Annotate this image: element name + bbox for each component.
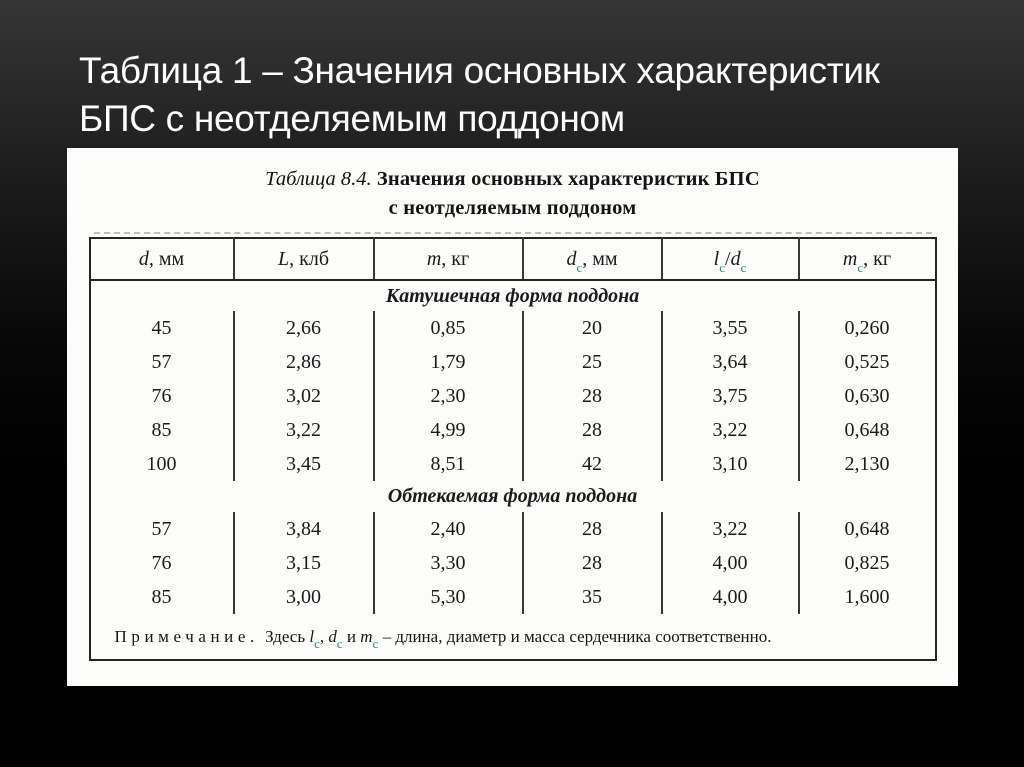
cell: 2,86 <box>234 345 374 379</box>
caption-title-line1: Значения основных характеристик БПС <box>376 168 760 190</box>
cell: 0,648 <box>799 512 936 546</box>
column-header-6: $m_с$, кг <box>799 238 936 280</box>
subscript: с <box>719 259 725 275</box>
cell: 8,51 <box>374 447 523 481</box>
cell: 85 <box>151 418 172 441</box>
cell: 57 <box>151 350 172 373</box>
cell: 1,600 <box>799 580 936 614</box>
subscript: с <box>576 259 583 275</box>
symbol: m <box>360 626 373 646</box>
cell: 3,00 <box>234 580 374 614</box>
cell: 3,30 <box>374 546 523 580</box>
cell: 28 <box>523 379 662 413</box>
slide-title-line1: Таблица 1 – Значения основных характеристик <box>79 50 880 91</box>
note-row <box>90 614 936 660</box>
section-title: Катушечная форма поддона <box>385 284 640 307</box>
column-header-2: L, клб <box>234 238 374 280</box>
symbol: l <box>309 626 315 646</box>
cell: 76 <box>151 384 172 407</box>
cell: 3,22 <box>234 413 374 447</box>
cell: 85 <box>151 585 172 608</box>
table-row <box>90 580 936 614</box>
cell: 0,260 <box>799 311 936 345</box>
cell: 57 <box>151 517 172 540</box>
cell: 3,55 <box>662 311 799 345</box>
cell: 3,02 <box>234 379 374 413</box>
section-row <box>90 481 936 512</box>
caption-label: Таблица 8.4. <box>265 168 372 190</box>
subscript: с <box>314 635 320 651</box>
table-row <box>90 447 936 481</box>
slide-title-line2: БПС с неотделяемым поддоном <box>79 98 625 139</box>
cell: 3,45 <box>234 447 374 481</box>
symbol: L <box>278 247 290 270</box>
cell: 4,00 <box>662 546 799 580</box>
table-row <box>90 345 936 379</box>
cell: 0,648 <box>799 413 936 447</box>
note-cell: Примечание. Здесь $l_с$, $d_с$ и $m_с$ – длина, диаметр и масса сердечника соответственно. <box>114 626 772 651</box>
cell: 0,85 <box>374 311 523 345</box>
section-row <box>90 280 936 311</box>
cell: 3,22 <box>662 413 799 447</box>
cell: 35 <box>523 580 662 614</box>
caption-title-line2: с неотделяемым поддоном <box>388 197 637 219</box>
cell: 1,79 <box>374 345 523 379</box>
section-title: Обтекаемая форма поддона <box>387 485 638 507</box>
cell: 3,10 <box>662 447 799 481</box>
table-row <box>90 379 936 413</box>
cell: 4,99 <box>374 413 523 447</box>
column-header-3: m, кг <box>374 238 523 280</box>
header-row <box>90 238 936 280</box>
column-header-4: $d_с$, мм <box>523 238 662 280</box>
cell: 3,15 <box>234 546 374 580</box>
subscript: с <box>857 259 864 275</box>
cell: 3,75 <box>662 379 799 413</box>
cell: 3,22 <box>662 512 799 546</box>
cell: 2,40 <box>374 512 523 546</box>
symbol: d <box>730 247 741 270</box>
note-label: Примечание. <box>114 626 259 646</box>
cell: 100 <box>146 452 177 475</box>
symbol: d <box>566 247 577 270</box>
cell: 2,66 <box>234 311 374 345</box>
subscript: с <box>740 259 747 275</box>
subscript: с <box>372 635 379 651</box>
scan-artifact-line <box>94 232 932 234</box>
table-caption <box>67 165 958 223</box>
scanned-table-panel <box>67 148 958 686</box>
cell: 42 <box>523 447 662 481</box>
cell: 28 <box>523 413 662 447</box>
cell: 0,525 <box>799 345 936 379</box>
table-row <box>90 512 936 546</box>
cell: 28 <box>523 546 662 580</box>
characteristics-table <box>89 237 937 661</box>
symbol: m <box>426 247 442 270</box>
table-row <box>90 311 936 345</box>
table-row <box>90 546 936 580</box>
cell: 0,630 <box>799 379 936 413</box>
subscript: с <box>336 635 343 651</box>
cell: 5,30 <box>374 580 523 614</box>
cell: 2,30 <box>374 379 523 413</box>
symbol: l <box>713 247 720 270</box>
cell: 2,130 <box>799 447 936 481</box>
cell: 76 <box>151 551 172 574</box>
symbol: d <box>328 626 337 646</box>
column-header-5: $l_с/d_с$ <box>662 238 799 280</box>
cell: 0,825 <box>799 546 936 580</box>
slide-title <box>79 47 880 143</box>
cell: 20 <box>523 311 662 345</box>
cell: 45 <box>151 316 172 339</box>
symbol: d <box>138 247 149 270</box>
cell: 3,84 <box>234 512 374 546</box>
table-row <box>90 413 936 447</box>
column-header-1: d, мм <box>90 238 234 280</box>
cell: 4,00 <box>662 580 799 614</box>
cell: 25 <box>523 345 662 379</box>
cell: 28 <box>523 512 662 546</box>
symbol: m <box>842 247 858 270</box>
cell: 3,64 <box>662 345 799 379</box>
